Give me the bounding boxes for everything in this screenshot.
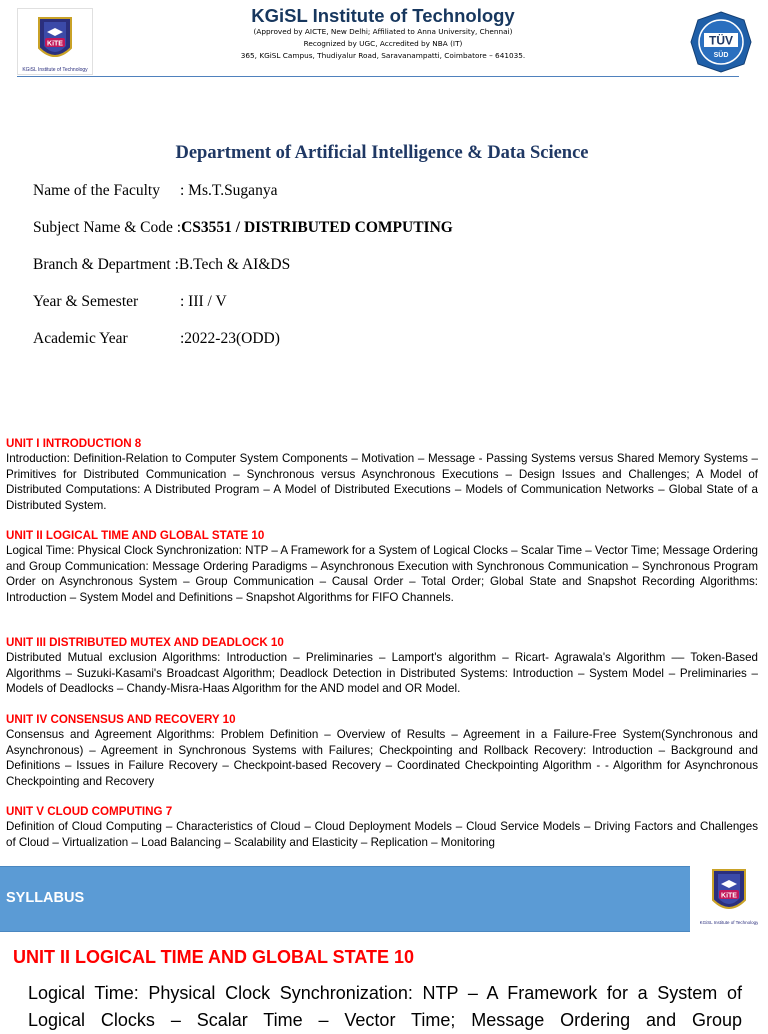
academic-year-label: Academic Year [33, 330, 128, 347]
unit-body: Distributed Mutual exclusion Algorithms: Introduction – Preliminaries – Lamport's algorithm – Ricart- Agrawala's Algorithm –– Token-Based Algorithms – Suzuki-Kasami's Broadcast Algorithm; Deadlock Detection in Distributed Systems: Introduction – System Model – Preliminaries – Models of Deadlocks – Chandy-Misra-Haas Algorithm for the AND model and OR Model. [6, 651, 758, 695]
svg-text:KiTE: KiTE [47, 40, 63, 48]
department-title: Department of Artificial Intelligence & Data Science [175, 143, 589, 163]
faculty-label: Name of the Faculty [33, 182, 160, 199]
syllabus-banner [0, 866, 690, 932]
unit-body: Definition of Cloud Computing – Characteristics of Cloud – Cloud Deployment Models – Cloud Service Models – Driving Factors and Challenges of Cloud – Virtualization – Load Balancing – Scalability and Elasticity – Replication – Monitoring [6, 820, 758, 849]
unit-section [6, 635, 758, 697]
subject-label: Subject Name & Code : [33, 219, 182, 236]
accreditation-line: Recognized by UGC, Accredited by NBA (IT) [303, 39, 463, 48]
institution-name: KGiSL Institute of Technology [251, 5, 515, 26]
svg-text:KGiSL Institute of Technology: KGiSL Institute of Technology [700, 920, 758, 925]
year-label: Year & Semester [33, 293, 139, 310]
unit-title: UNIT III DISTRIBUTED MUTEX AND DEADLOCK 10 [6, 636, 284, 649]
unit-section [6, 804, 758, 850]
unit-title: UNIT I INTRODUCTION 8 [6, 437, 142, 450]
unit-body: Introduction: Definition-Relation to Computer System Components – Motivation – Message - Passing Systems versus Shared Memory Systems – Primitives for Distributed Communication – Synchronous versus Asynchronous Executions – Design Issues and Challenges; A Model of Distributed Computations: A Distributed Program – A Model of Distributed Executions – Models of Communication Networks – Global State of a Distributed System. [6, 452, 758, 512]
unit-section [6, 436, 758, 513]
year-value: : III / V [180, 293, 227, 310]
svg-text:TÜV: TÜV [709, 33, 733, 48]
academic-year-row [33, 330, 280, 348]
unit-title: UNIT IV CONSENSUS AND RECOVERY 10 [6, 713, 236, 726]
unit-section [6, 528, 758, 605]
unit-body-large: Logical Time: Physical Clock Synchronization: NTP – A Framework for a System of Logical Clocks – Scalar Time – Vector Time; Message Ordering and Group [28, 983, 742, 1030]
svg-text:SÜD: SÜD [713, 52, 729, 59]
syllabus-heading: SYLLABUS [6, 890, 85, 906]
unit-title: UNIT II LOGICAL TIME AND GLOBAL STATE 10 [6, 529, 265, 542]
institute-logo-small [700, 866, 758, 928]
year-semester-row [33, 293, 227, 311]
branch-row [33, 256, 290, 274]
unit-body: Logical Time: Physical Clock Synchronization: NTP – A Framework for a System of Logical Clocks – Scalar Time – Vector Time; Message Ordering and Group Communication: Message Ordering Paradigms – Asynchronous Execution with Synchronous Communication – Synchronous Program Order on Asynchronous System – Group Communication – Causal Order – Total Order; Global State and Snapshot Recording Algorithms: Introduction – System Model and Definitions – Snapshot Algorithms for FIFO Channels. [6, 544, 758, 604]
branch-label: Branch & Department : [33, 256, 179, 273]
academic-year-value: :2022-23(ODD) [180, 330, 280, 347]
svg-text:KGiSL Institute of Technology: KGiSL Institute of Technology [22, 67, 88, 73]
unit-heading-large: UNIT II LOGICAL TIME AND GLOBAL STATE 10 [13, 947, 415, 967]
faculty-value: : Ms.T.Suganya [180, 182, 278, 199]
unit-section [6, 712, 758, 789]
unit-title: UNIT V CLOUD COMPUTING 7 [6, 805, 173, 818]
svg-text:KiTE: KiTE [721, 892, 737, 900]
address-line: 365, KGiSL Campus, Thudiyalur Road, Saravanampatti, Coimbatore – 641035. [240, 51, 526, 60]
unit-body: Consensus and Agreement Algorithms: Problem Definition – Overview of Results – Agreement in a Failure-Free System(Synchronous and Asynchronous) – Agreement in Synchronous Systems with Failures; Checkpointing and Rollback Recovery: Introduction – Background and Definitions – Issues in Failure Recovery – Checkpoint-based Recovery – Coordinated Checkpointing Algorithm - - Algorithm for Asynchronous Checkpointing and Recovery [6, 728, 758, 788]
branch-value: B.Tech & AI&DS [178, 256, 291, 273]
subject-row [33, 219, 453, 237]
header-divider [17, 76, 739, 77]
tuv-certification-logo [690, 11, 752, 73]
approval-line: (Approved by AICTE, New Delhi; Affiliated to Anna University, Chennai) [253, 27, 513, 36]
faculty-row [33, 182, 277, 200]
subject-value: CS3551 / DISTRIBUTED COMPUTING [181, 219, 453, 236]
institute-logo [17, 8, 93, 75]
